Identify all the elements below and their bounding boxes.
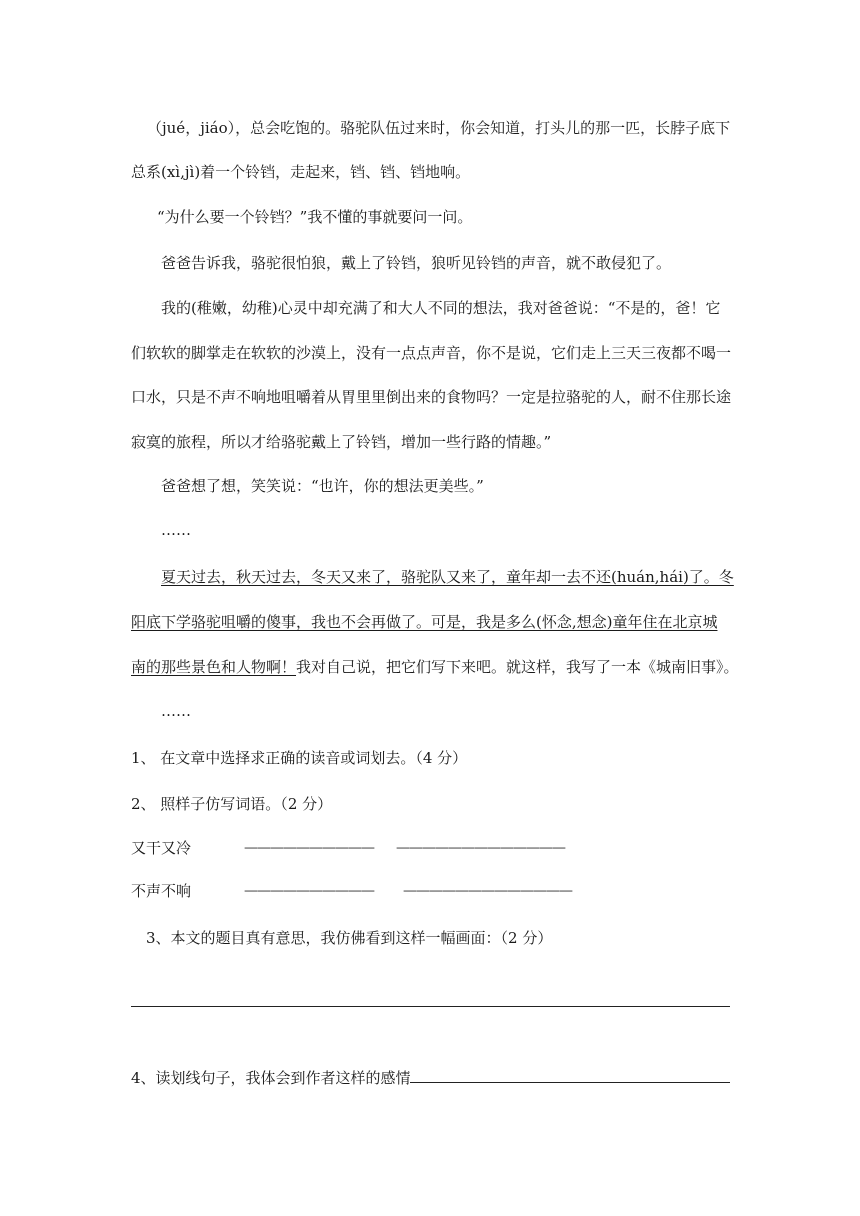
passage-line: 寂寞的旅程，所以才给骆驼戴上了铃铛，增加一些行路的情趣。”: [131, 433, 552, 451]
answer-blank[interactable]: —————————————: [403, 883, 572, 899]
underlined-passage-line: 夏天过去，秋天过去，冬天又来了，骆驼队又来了，童年却一去不还(huán,hái)了。冬: [161, 568, 734, 586]
question-2: 2、 照样子仿写词语。（2 分）: [131, 795, 333, 813]
answer-blank[interactable]: —————————————: [396, 840, 565, 856]
passage-line: （jué，jiáo），总会吃饱的。骆驼队伍过来时，你会知道，打头儿的那一匹，长脖子底下: [147, 119, 731, 137]
passage-line: 爸爸想了想，笑笑说：“也许，你的想法更美些。”: [161, 477, 484, 495]
underlined-sentence-end: 南的那些景色和人物啊！: [131, 658, 297, 676]
question-1: 1、 在文章中选择求正确的读音或词划去。（4 分）: [131, 749, 468, 767]
question-4: 4、读划线句子，我体会到作者这样的感情: [131, 1069, 411, 1087]
passage-line: 口水，只是不声不响地咀嚼着从胃里里倒出来的食物吗？一定是拉骆驼的人，耐不住那长途: [131, 388, 732, 406]
passage-line: 爸爸告诉我，骆驼很怕狼，戴上了铃铛，狼听见铃铛的声音，就不敢侵犯了。: [161, 254, 672, 272]
passage-line: [131, 657, 739, 677]
underlined-passage-line: 阳底下学骆驼咀嚼的傻事，我也不会再做了。可是，我是多么(怀念,想念)童年住在北京城: [131, 613, 718, 631]
ellipsis: ……: [161, 521, 191, 539]
passage-line: 总系(xì,jì)着一个铃铛，走起来，铛、铛、铛地响。: [131, 163, 471, 181]
passage-line: 我的(稚嫩，幼稚)心灵中却充满了和大人不同的想法，我对爸爸说：“不是的，爸！它: [161, 299, 721, 317]
answer-line[interactable]: [410, 1082, 730, 1083]
answer-blank[interactable]: ——————————: [244, 883, 374, 899]
passage-line: 们软软的脚掌走在软软的沙漠上，没有一点点声音，你不是说，它们走上三天三夜都不喝一: [131, 344, 732, 362]
ellipsis: ……: [161, 702, 191, 720]
passage-text: 我对自己说，把它们写下来吧。就这样，我写了一本《城南旧事》。: [296, 658, 739, 676]
example-word-1: 又干又冷: [131, 839, 192, 857]
answer-blank[interactable]: ——————————: [244, 840, 374, 856]
passage-line: “为什么要一个铃铛？”我不懂的事就要问一问。: [157, 208, 473, 226]
answer-line[interactable]: [131, 1006, 730, 1007]
example-word-2: 不声不响: [131, 882, 192, 900]
question-3: 3、本文的题目真有意思，我仿佛看到这样一幅画面：（2 分）: [146, 929, 553, 947]
